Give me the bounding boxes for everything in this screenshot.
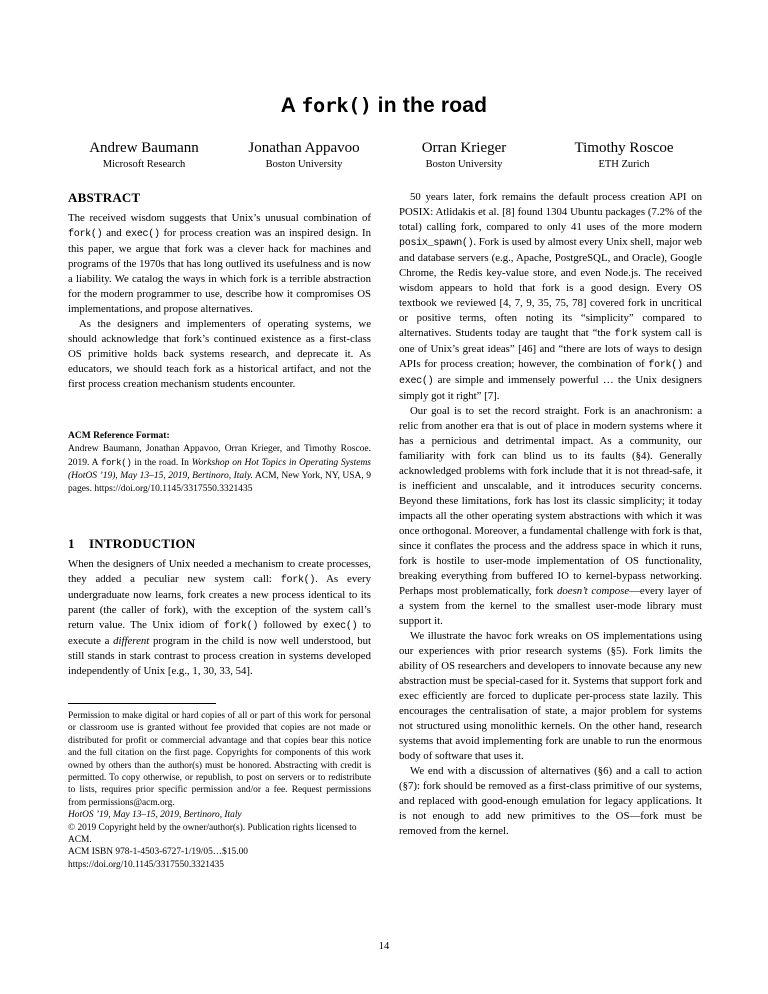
author <box>64 139 224 171</box>
text-segment: —every layer of a system from the kernel to the smallest user-mode library must support it. <box>399 585 702 627</box>
text-segment: We end with a discussion of alternatives (§6) and a call to action (§7): fork should be removed as a first-class primitive of our systems, and replaced with good-enough emulation for legacy applications. It is not enough to add new primitives to the OS—fork must be removed from the kernel. <box>399 765 702 837</box>
author-name: Jonathan Appavoo <box>248 140 360 156</box>
introduction-heading <box>68 536 371 552</box>
text-segment: exec() <box>323 621 358 632</box>
text-segment: HotOS ’19, May 13–15, 2019, Bertinoro, Italy <box>68 810 242 821</box>
text-segment: and <box>682 358 702 370</box>
text-segment: fork() <box>100 457 132 468</box>
paper-title <box>0 92 768 119</box>
text-segment: Workshop on Hot Topics in Operating Systems (HotOS ’19), May 13–15, 2019, Bertinoro, Italy. <box>68 458 372 481</box>
doi-line <box>68 859 371 871</box>
text-segment: followed by <box>258 619 324 631</box>
text-segment: As the designers and implementers of operating systems, we should acknowledge that fork’s continued existence as a first-class OS primitive holds back systems research, and deprecate it. As educators, we should teach fork as a historical artifact, and not the first process creation mechanism students encounter. <box>68 318 371 390</box>
author <box>544 139 704 171</box>
copyright-line <box>68 822 371 847</box>
author-name: Andrew Baumann <box>89 140 199 156</box>
copyright-footnote <box>68 703 371 871</box>
text-segment: fork() <box>301 93 372 117</box>
introduction-paragraph <box>68 557 371 679</box>
abstract-paragraph <box>68 317 371 392</box>
acm-reference-text <box>68 443 371 496</box>
permissions-email-link[interactable]: permissions@acm.org <box>88 797 173 808</box>
isbn-line <box>68 846 371 858</box>
text-segment: A <box>280 94 302 117</box>
abstract-paragraph <box>68 211 371 317</box>
text-segment: When the designers of Unix needed a mechanism to create processes, they added a peculiar new system call: <box>68 558 371 585</box>
text-segment: ACM, New York, NY, USA, 9 pages. <box>68 471 371 494</box>
body-paragraph <box>399 764 702 839</box>
author <box>224 139 384 171</box>
text-segment: for process creation was an inspired design. In this paper, we argue that fork was a clever hack for machines and programs of the 1970s that has long outlived its usefulness and is now a liability. We catalog the ways in which fork is a terrible abstraction for the modern programmer to use, describe how it compromises OS implementations, and propose alternatives. <box>68 227 371 315</box>
text-segment: program in the child is now well understood, but still stands in stark contrast to process creation in systems developed independently of Unix [e.g., 1, 30, 33, 54]. <box>68 635 371 677</box>
permission-notice <box>68 710 371 809</box>
section-number: 1 <box>68 536 75 551</box>
author-affiliation: Boston University <box>265 159 343 170</box>
text-segment: and <box>102 227 126 239</box>
text-segment: in the road. In <box>131 458 192 468</box>
text-segment: posix_spawn() <box>399 238 474 249</box>
text-segment: . <box>172 797 175 808</box>
body-paragraph <box>399 190 702 404</box>
text-segment: different <box>113 635 150 647</box>
text-segment: Andrew Baumann, Jonathan Appavoo, Orran Krieger, and Timothy Roscoe. 2019. A <box>68 444 371 468</box>
footnote-rule <box>68 703 216 704</box>
author-affiliation: Microsoft Research <box>102 159 186 170</box>
abstract-section <box>68 190 371 392</box>
acm-reference-section <box>68 430 371 496</box>
text-segment: . As every undergraduate now learns, fork creates a new process identical to its parent (the caller of fork), with the exception of the system call’s return value. The Unix idiom of <box>68 573 372 631</box>
text-segment: Permission to make digital or hard copies of all or part of this work for personal or classroom use is granted without fee provided that copies are not made or distributed for profit or commercial advantage and that copies bear this notice and the full citation on the first page. Copyrights for components of this work owned by others than the author(s) must be honored. Abstracting with credit is permitted. To copy otherwise, or republish, to post on servers or to redistribute to lists, requires prior specific permission and/or a fee. Request permissions from <box>68 711 371 808</box>
text-segment: to execute a <box>68 619 371 647</box>
page-number: 14 <box>378 941 390 952</box>
author-affiliation: Boston University <box>425 159 503 170</box>
abstract-heading: ABSTRACT <box>68 190 141 205</box>
author-affiliation: ETH Zurich <box>598 159 650 170</box>
footnote-doi-link[interactable]: https://doi.org/10.1145/3317550.3321435 <box>68 859 224 870</box>
body-paragraph <box>399 404 702 629</box>
text-segment: fork() <box>280 575 316 586</box>
author-name: Timothy Roscoe <box>574 140 674 156</box>
author-name: Orran Krieger <box>421 140 507 156</box>
text-segment: fork() <box>648 360 683 371</box>
text-segment: © 2019 Copyright held by the owner/author(s). Publication rights licensed to ACM. <box>68 822 357 846</box>
text-segment: 50 years later, fork remains the default process creation API on POSIX: Atlidakis et al. [8] found 1304 Ubuntu packages (7.2% of the total) calling fork, compared to only 41 uses of the more modern <box>399 191 702 233</box>
text-segment: ACM ISBN 978-1-4503-6727-1/19/05…$15.00 <box>68 847 248 858</box>
body-paragraph <box>399 629 702 764</box>
text-segment: system call is one of Unix’s great ideas” [46] and “there are lots of ways to design APIs for process creation; however, the combination of <box>399 327 702 370</box>
section-title: INTRODUCTION <box>89 536 196 551</box>
text-segment: We illustrate the havoc fork wreaks on OS implementations using our experiences with prior research systems (§5). Fork limits the ability of OS researchers and developers to innovate because any new abstraction must be special-cased for it. Systems that support fork and exec efficiently are forced to duplicate per-process state lazily. This encourages the centralisation of state, a major problem for systems not structured using monolithic kernels. On the other hand, research systems that avoid implementing fork are unable to run the enormous body of software that uses it. <box>399 630 702 762</box>
text-segment: in the road <box>371 94 488 117</box>
text-segment: exec() <box>125 229 160 240</box>
text-segment: Our goal is to set the record straight. Fork is an anachronism: a relic from another era that is out of place in modern systems where it has a pernicious and detrimental impact. As a community, our familiarity with fork can blind us to its faults (§4). Generally acknowledged problems with fork include that it is not thread-safe, it is inefficient and unscalable, and it introduces security concerns. Beyond these limitations, fork has lost its classic simplicity; it today impacts all the other operating system abstractions with which it was once orthogonal. Moreover, a fundamental challenge with fork is that, since it conflates the process and the address space in which it runs, fork is hostile to user-mode implementation of OS functionality, breaking everything from buffered IO to kernel-bypass networking. Perhaps most problematically, fork <box>399 405 702 597</box>
acm-reference-doi-link[interactable]: https://doi.org/10.1145/3317550.3321435 <box>94 484 253 494</box>
text-segment: . Fork is used by almost every Unix shell, major web and database servers (e.g., Apache, PostgreSQL, and Oracle), Google Chrome, the Redis key-value store, and even Node.js. The received wisdom appears to hold that fork is a good design. Every OS textbook we reviewed [4, 7, 9, 35, 75, 78] covered fork in uncritical or positive terms, often noting its “simplicity” compared to alternatives. Students today are taught that “the <box>399 236 702 339</box>
venue-line <box>68 809 371 821</box>
text-segment: fork <box>614 329 638 340</box>
right-column <box>399 190 702 839</box>
author-list <box>64 139 704 171</box>
text-segment: are simple and immensely powerful … the Unix designers simply got it right” [7]. <box>399 374 702 402</box>
author <box>384 139 544 171</box>
text-segment: exec() <box>399 376 434 387</box>
text-segment: The received wisdom suggests that Unix’s unusual combination of <box>68 212 371 224</box>
text-segment: doesn’t compose <box>556 585 630 597</box>
text-segment: fork() <box>68 229 103 240</box>
acm-reference-heading: ACM Reference Format: <box>68 431 170 441</box>
text-segment: fork() <box>223 621 259 632</box>
introduction-section <box>68 536 371 679</box>
